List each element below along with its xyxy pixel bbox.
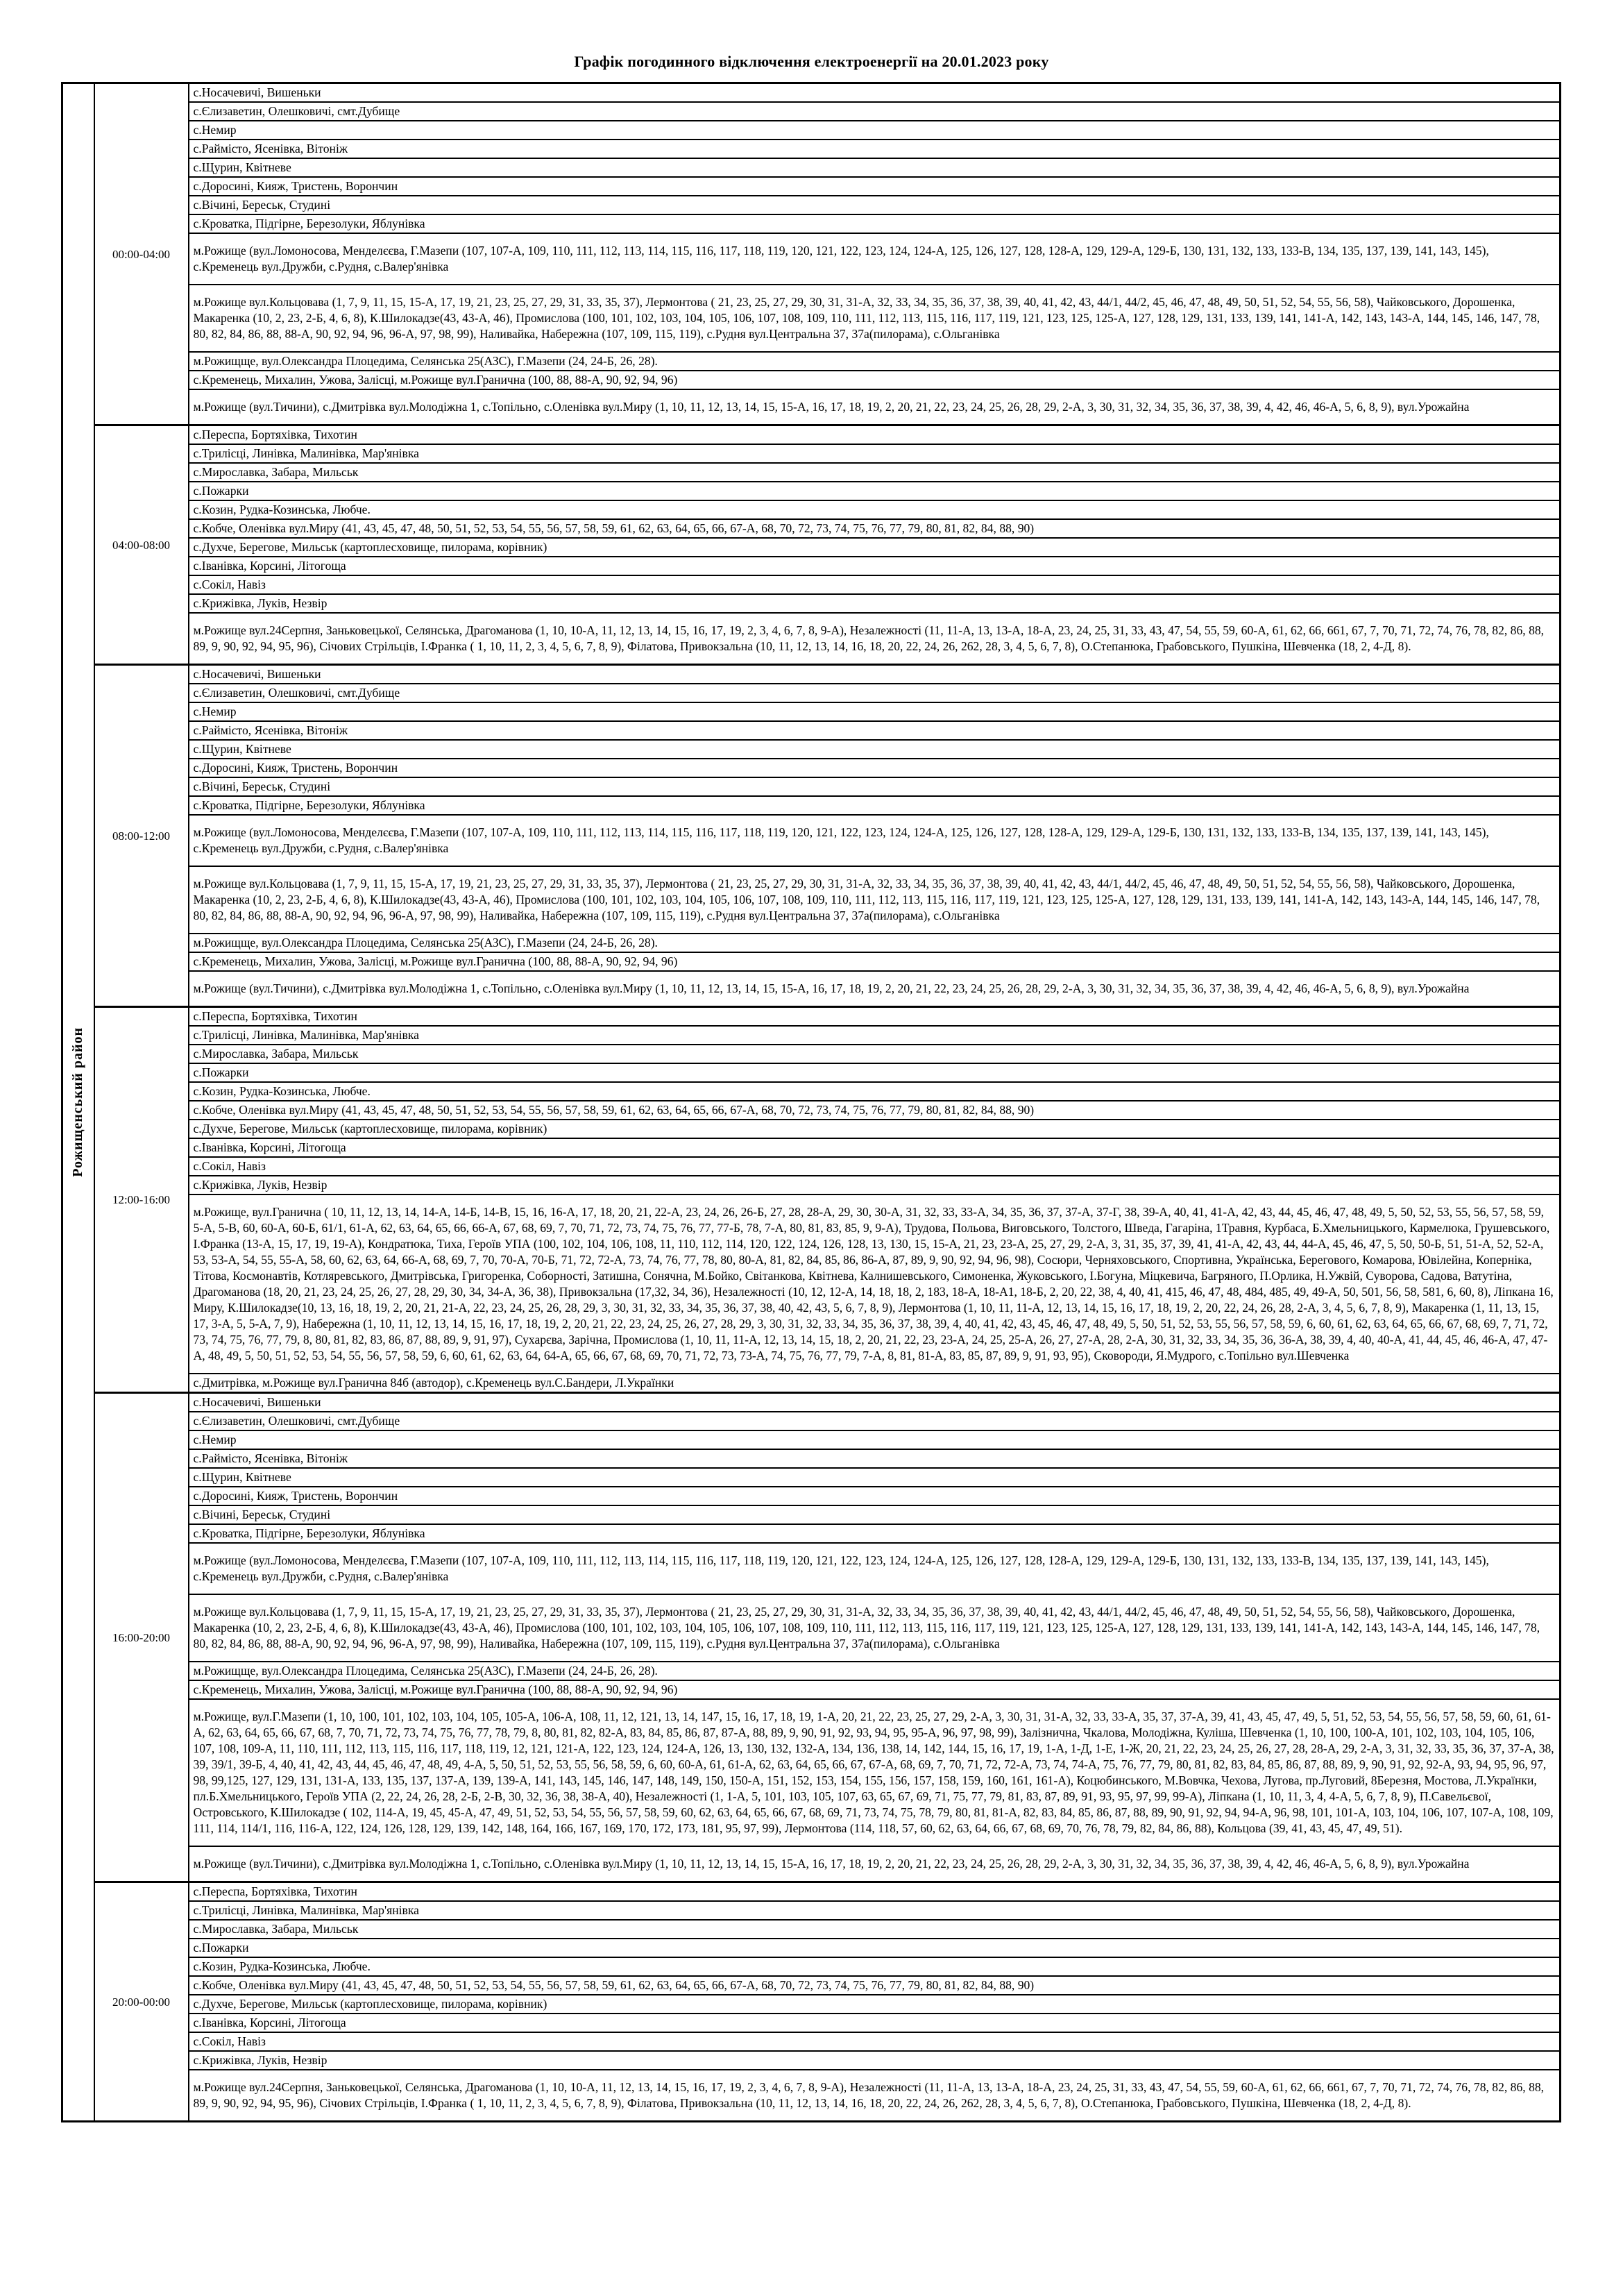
table-row <box>62 613 1561 665</box>
table-row <box>62 519 1561 538</box>
outage-areas-cell: с.Кроватка, Підгірне, Березолуки, Яблунівка <box>189 796 1561 815</box>
table-row <box>62 1176 1561 1195</box>
district-cell <box>62 83 94 2122</box>
outage-areas-cell: с.Вічині, Береськ, Студині <box>189 777 1561 796</box>
table-row <box>62 1468 1561 1487</box>
outage-areas-cell: с.Кременець, Михалин, Ужова, Залісці, м.Рожище вул.Гранична (100, 88, 88-А, 90, 92, 94, 96) <box>189 371 1561 389</box>
outage-areas-cell: с.Крижівка, Луків, Незвір <box>189 2051 1561 2070</box>
outage-areas-cell: с.Трилісці, Линівка, Малинівка, Мар'янівка <box>189 1901 1561 1920</box>
outage-areas-cell: с.Козин, Рудка-Козинська, Любче. <box>189 500 1561 519</box>
table-row <box>62 1594 1561 1662</box>
table-row <box>62 1920 1561 1939</box>
outage-areas-cell: с.Духче, Берегове, Мильськ (картоплесховище, пилорама, корівник) <box>189 1995 1561 2014</box>
table-row <box>62 1430 1561 1449</box>
table-row <box>62 702 1561 721</box>
table-row <box>62 482 1561 500</box>
table-row <box>62 557 1561 575</box>
outage-areas-cell: м.Рожище вул.Кольцовава (1, 7, 9, 11, 15, 15-А, 17, 19, 21, 23, 25, 27, 29, 31, 33, 35, 37), Лермонтова ( 21, 23, 25, 27, 29, 30, 31, 31-А, 32, 33, 34, 35, 36, 37, 38, 39, 40, 41, 42, 43, 44/1, 44/2, 45, 46, 47, 48, 49, 50, 51, 52, 54, 55, 56, 58), Чайковського, Дорошенка, Макаренка (10, 2, 23, 2-Б, 4, 6, 8), К.Шилокадзе(43, 43-А, 46), Промислова (100, 101, 102, 103, 104, 105, 106, 107, 108, 109, 110, 111, 112, 113, 115, 116, 117, 119, 121, 123, 125, 125-А, 127, 128, 129, 131, 133, 139, 141, 141-А, 142, 143, 143-А, 144, 145, 146, 147, 78, 80, 82, 84, 86, 88, 88-А, 90, 92, 94, 96, 96-А, 97, 98, 99), Наливайка, Набережна (107, 109, 115, 119), с.Рудня вул.Центральна 37, 37а(пилорама), с.Ольганівка <box>189 866 1561 934</box>
outage-areas-cell: с.Сокіл, Навіз <box>189 575 1561 594</box>
table-row <box>62 1995 1561 2014</box>
table-row <box>62 444 1561 463</box>
table-row <box>62 575 1561 594</box>
time-slot-label: 04:00-08:00 <box>94 425 189 665</box>
district-label: Рожищенський район <box>70 1027 86 1177</box>
table-row <box>62 83 1561 103</box>
table-row <box>62 1901 1561 1920</box>
outage-areas-cell: с.Щурин, Квітневе <box>189 1468 1561 1487</box>
outage-areas-cell: с.Носачевичі, Вишеньки <box>189 665 1561 684</box>
outage-areas-cell: м.Рожище (вул.Ломоносова, Менделєєва, Г.Мазепи (107, 107-А, 109, 110, 111, 112, 113, 114, 115, 116, 117, 118, 119, 120, 121, 122, 123, 124, 124-А, 125, 126, 127, 128, 128-А, 129, 129-А, 129-Б, 130, 131, 132, 133, 133-В, 134, 135, 137, 139, 141, 143, 145), с.Кременець вул.Дружби, с.Рудня, с.Валер'янівка <box>189 815 1561 866</box>
outage-areas-cell: с.Духче, Берегове, Мильськ (картоплесховище, пилорама, корівник) <box>189 538 1561 557</box>
outage-areas-cell: с.Доросині, Кияж, Тристень, Ворончин <box>189 1487 1561 1505</box>
outage-areas-cell: с.Доросині, Кияж, Тристень, Ворончин <box>189 759 1561 777</box>
table-row <box>62 177 1561 196</box>
outage-areas-cell: с.Носачевичі, Вишеньки <box>189 1393 1561 1412</box>
outage-areas-cell: с.Мирославка, Забара, Мильськ <box>189 463 1561 482</box>
table-row <box>62 1543 1561 1594</box>
time-slot-label: 20:00-00:00 <box>94 1882 189 2122</box>
outage-areas-cell: с.Переспа, Бортяхівка, Тихотин <box>189 425 1561 445</box>
table-row <box>62 1026 1561 1045</box>
outage-areas-cell: с.Пожарки <box>189 482 1561 500</box>
outage-areas-cell: с.Кременець, Михалин, Ужова, Залісці, м.Рожище вул.Гранична (100, 88, 88-А, 90, 92, 94, 96) <box>189 952 1561 971</box>
outage-areas-cell: м.Рожище вул.24Серпня, Заньковецької, Селянська, Драгоманова (1, 10, 10-А, 11, 12, 13, 14, 15, 16, 17, 19, 2, 3, 4, 6, 7, 8, 9-А), Незалежності (11, 11-А, 13, 13-А, 18-А, 23, 24, 25, 31, 33, 43, 47, 54, 55, 59, 60-А, 61, 62, 66, 661, 67, 7, 70, 71, 72, 74, 76, 78, 82, 86, 88, 89, 9, 90, 92, 94, 95, 96), Січових Стрільців, І.Франка ( 1, 10, 11, 2, 3, 4, 5, 6, 7, 8, 9), Філатова, Привокзальна (10, 11, 12, 13, 14, 16, 18, 20, 22, 24, 26, 262, 28, 3, 4, 5, 6, 7, 8), О.Степанюка, Грабовського, Пушкіна, Шевченка (18, 2, 4-Д, 8). <box>189 613 1561 665</box>
table-row <box>62 500 1561 519</box>
table-row <box>62 866 1561 934</box>
table-row <box>62 1976 1561 1995</box>
table-row <box>62 1157 1561 1176</box>
table-row <box>62 1120 1561 1138</box>
outage-areas-cell: с.Єлизаветин, Олешковичі, смт.Дубище <box>189 1412 1561 1430</box>
outage-areas-cell: м.Рожище (вул.Тичини), с.Дмитрівка вул.Молодіжна 1, с.Топільно, с.Оленівка вул.Миру (1, 10, 11, 12, 13, 14, 15, 15-А, 16, 17, 18, 19, 2, 20, 21, 22, 23, 24, 25, 26, 28, 29, 2-А, 3, 30, 31, 32, 34, 35, 36, 37, 38, 39, 4, 42, 46, 46-А, 5, 6, 8, 9), вул.Урожайна <box>189 971 1561 1007</box>
time-slot-label: 00:00-04:00 <box>94 83 189 425</box>
outage-areas-cell: с.Пожарки <box>189 1063 1561 1082</box>
table-row <box>62 196 1561 214</box>
outage-areas-cell: с.Духче, Берегове, Мильськ (картоплесховище, пилорама, корівник) <box>189 1120 1561 1138</box>
table-row <box>62 1680 1561 1699</box>
table-row <box>62 1082 1561 1101</box>
page-title: Графік погодинного відключення електроенергії на 20.01.2023 року <box>574 53 1049 70</box>
schedule-table-body <box>62 83 1561 2122</box>
outage-areas-cell: м.Рожище (вул.Ломоносова, Менделєєва, Г.Мазепи (107, 107-А, 109, 110, 111, 112, 113, 114, 115, 116, 117, 118, 119, 120, 121, 122, 123, 124, 124-А, 125, 126, 127, 128, 128-А, 129, 129-А, 129-Б, 130, 131, 132, 133, 133-В, 134, 135, 137, 139, 141, 143, 145), с.Кременець вул.Дружби, с.Рудня, с.Валер'янівка <box>189 233 1561 285</box>
table-row <box>62 665 1561 684</box>
outage-areas-cell: м.Рожище (вул.Тичини), с.Дмитрівка вул.Молодіжна 1, с.Топільно, с.Оленівка вул.Миру (1, 10, 11, 12, 13, 14, 15, 15-А, 16, 17, 18, 19, 2, 20, 21, 22, 23, 24, 25, 26, 28, 29, 2-А, 3, 30, 31, 32, 34, 35, 36, 37, 38, 39, 4, 42, 46, 46-А, 5, 6, 8, 9), вул.Урожайна <box>189 389 1561 425</box>
outage-areas-cell: с.Козин, Рудка-Козинська, Любче. <box>189 1957 1561 1976</box>
table-row <box>62 2032 1561 2051</box>
table-row <box>62 1045 1561 1063</box>
table-row <box>62 1195 1561 1374</box>
table-row <box>62 389 1561 425</box>
table-row <box>62 1505 1561 1524</box>
table-row <box>62 1846 1561 1882</box>
table-row <box>62 1957 1561 1976</box>
outage-areas-cell: с.Кременець, Михалин, Ужова, Залісці, м.Рожище вул.Гранична (100, 88, 88-А, 90, 92, 94, 96) <box>189 1680 1561 1699</box>
outage-areas-cell: с.Іванівка, Корсині, Літогоща <box>189 1138 1561 1157</box>
outage-areas-cell: с.Щурин, Квітневе <box>189 740 1561 759</box>
table-row <box>62 214 1561 233</box>
outage-areas-cell: м.Рожищще, вул.Олександра Плоцедима, Селянська 25(АЗС), Г.Мазепи (24, 24-Б, 26, 28). <box>189 352 1561 371</box>
table-row <box>62 1449 1561 1468</box>
table-row <box>62 796 1561 815</box>
table-row <box>62 721 1561 740</box>
outage-areas-cell: м.Рожище (вул.Ломоносова, Менделєєва, Г.Мазепи (107, 107-А, 109, 110, 111, 112, 113, 114, 115, 116, 117, 118, 119, 120, 121, 122, 123, 124, 124-А, 125, 126, 127, 128, 128-А, 129, 129-А, 129-Б, 130, 131, 132, 133, 133-В, 134, 135, 137, 139, 141, 143, 145), с.Кременець вул.Дружби, с.Рудня, с.Валер'янівка <box>189 1543 1561 1594</box>
table-row <box>62 1412 1561 1430</box>
outage-areas-cell: с.Мирославка, Забара, Мильськ <box>189 1045 1561 1063</box>
outage-areas-cell: с.Носачевичі, Вишеньки <box>189 83 1561 103</box>
outage-areas-cell: с.Єлизаветин, Олешковичі, смт.Дубище <box>189 684 1561 702</box>
table-row <box>62 2051 1561 2070</box>
outage-areas-cell: с.Іванівка, Корсині, Літогоща <box>189 2014 1561 2032</box>
outage-areas-cell: м.Рожищще, вул.Олександра Плоцедима, Селянська 25(АЗС), Г.Мазепи (24, 24-Б, 26, 28). <box>189 1662 1561 1680</box>
outage-areas-cell: м.Рожище вул.Кольцовава (1, 7, 9, 11, 15, 15-А, 17, 19, 21, 23, 25, 27, 29, 31, 33, 35, 37), Лермонтова ( 21, 23, 25, 27, 29, 30, 31, 31-А, 32, 33, 34, 35, 36, 37, 38, 39, 40, 41, 42, 43, 44/1, 44/2, 45, 46, 47, 48, 49, 50, 51, 52, 54, 55, 56, 58), Чайковського, Дорошенка, Макаренка (10, 2, 23, 2-Б, 4, 6, 8), К.Шилокадзе(43, 43-А, 46), Промислова (100, 101, 102, 103, 104, 105, 106, 107, 108, 109, 110, 111, 112, 113, 115, 116, 117, 119, 121, 123, 125, 125-А, 127, 128, 129, 131, 133, 139, 141, 141-А, 142, 143, 143-А, 144, 145, 146, 147, 78, 80, 82, 84, 86, 88, 88-А, 90, 92, 94, 96, 96-А, 97, 98, 99), Наливайка, Набережна (107, 109, 115, 119), с.Рудня вул.Центральна 37, 37а(пилорама), с.Ольганівка <box>189 1594 1561 1662</box>
table-row <box>62 158 1561 177</box>
table-row <box>62 140 1561 158</box>
outage-areas-cell: с.Пожарки <box>189 1939 1561 1957</box>
table-row <box>62 371 1561 389</box>
outage-areas-cell: с.Вічині, Береськ, Студині <box>189 196 1561 214</box>
table-row <box>62 759 1561 777</box>
table-row <box>62 285 1561 352</box>
outage-areas-cell: с.Сокіл, Навіз <box>189 1157 1561 1176</box>
time-slot-label: 08:00-12:00 <box>94 665 189 1007</box>
outage-areas-cell: с.Щурин, Квітневе <box>189 158 1561 177</box>
outage-areas-cell: с.Кроватка, Підгірне, Березолуки, Яблунівка <box>189 1524 1561 1543</box>
outage-areas-cell: с.Доросині, Кияж, Тристень, Ворончин <box>189 177 1561 196</box>
outage-areas-cell: с.Трилісці, Линівка, Малинівка, Мар'янівка <box>189 1026 1561 1045</box>
outage-areas-cell: с.Єлизаветин, Олешковичі, смт.Дубище <box>189 102 1561 121</box>
time-slot-label: 12:00-16:00 <box>94 1007 189 1393</box>
table-row <box>62 1882 1561 1902</box>
table-row <box>62 1662 1561 1680</box>
outage-areas-cell: с.Іванівка, Корсині, Літогоща <box>189 557 1561 575</box>
outage-areas-cell: м.Рожище (вул.Тичини), с.Дмитрівка вул.Молодіжна 1, с.Топільно, с.Оленівка вул.Миру (1, 10, 11, 12, 13, 14, 15, 15-А, 16, 17, 18, 19, 2, 20, 21, 22, 23, 24, 25, 26, 28, 29, 2-А, 3, 30, 31, 32, 34, 35, 36, 37, 38, 39, 4, 42, 46, 46-А, 5, 6, 8, 9), вул.Урожайна <box>189 1846 1561 1882</box>
table-row <box>62 952 1561 971</box>
table-row <box>62 1138 1561 1157</box>
table-row <box>62 740 1561 759</box>
table-row <box>62 684 1561 702</box>
outage-areas-cell: с.Сокіл, Навіз <box>189 2032 1561 2051</box>
outage-areas-cell: с.Кобче, Оленівка вул.Миру (41, 43, 45, 47, 48, 50, 51, 52, 53, 54, 55, 56, 57, 58, 59, 61, 62, 63, 64, 65, 66, 67-А, 68, 70, 72, 73, 74, 75, 76, 77, 79, 80, 81, 82, 84, 88, 90) <box>189 519 1561 538</box>
table-row <box>62 1007 1561 1027</box>
outage-areas-cell: с.Трилісці, Линівка, Малинівка, Мар'янівка <box>189 444 1561 463</box>
outage-areas-cell: м.Рожище вул.24Серпня, Заньковецької, Селянська, Драгоманова (1, 10, 10-А, 11, 12, 13, 14, 15, 16, 17, 19, 2, 3, 4, 6, 7, 8, 9-А), Незалежності (11, 11-А, 13, 13-А, 18-А, 23, 24, 25, 31, 33, 43, 47, 54, 55, 59, 60-А, 61, 62, 66, 661, 67, 7, 70, 71, 72, 74, 76, 78, 82, 86, 88, 89, 9, 90, 92, 94, 95, 96), Січових Стрільців, І.Франка ( 1, 10, 11, 2, 3, 4, 5, 6, 7, 8, 9), Філатова, Привокзальна (10, 11, 12, 13, 14, 16, 18, 20, 22, 24, 26, 262, 28, 3, 4, 5, 6, 7, 8), О.Степанюка, Грабовського, Пушкіна, Шевченка (18, 2, 4-Д, 8). <box>189 2070 1561 2122</box>
outage-areas-cell: м.Рожище, вул.Гранична ( 10, 11, 12, 13, 14, 14-А, 14-Б, 14-В, 15, 16, 16-А, 17, 18, 20, 21, 22-А, 23, 24, 26, 26-Б, 27, 28, 28-А, 29, 30, 30-А, 31, 32, 33, 33-А, 34, 35, 36, 37, 37-А, 37-Г, 38, 39-А, 40, 41, 41-А, 42, 43, 44, 45, 46, 47, 48, 49, 5, 50, 52, 53, 55, 56, 57, 58, 59, 5-А, 5-В, 60, 60-А, 60-Б, 61/1, 61-А, 62, 63, 64, 65, 66, 66-А, 67, 68, 69, 7, 70, 71, 72, 73, 74, 75, 76, 77, 77-Б, 78, 7-А, 80, 81, 83, 85, 9, 9-А), Трудова, Польова, Виговського, Толстого, Шведа, Гагаріна, 1Травня, Курбаса, Б.Хмельницького, Кармелюка, Грушевського, І.Франка (13-А, 15, 17, 19, 19-А), Кондратюка, Тиха, Героїв УПА (100, 102, 104, 106, 108, 11, 110, 112, 114, 120, 122, 124, 126, 128, 13, 130, 15, 15-А, 21, 23, 23-А, 25, 27, 29, 2-А, 3, 31, 35, 37, 39, 41, 41-А, 42, 43, 44, 44-А, 45, 46, 47, 5, 50, 50-Б, 51, 51-А, 52, 52-А, 53, 53-А, 54, 55, 55-А, 58, 60, 62, 63, 64, 66-А, 68, 69, 7, 70, 70-А, 70-Б, 71, 72, 72-А, 73, 74, 76, 77, 78, 80, 80-А, 81, 82, 84, 85, 86, 86-А, 87, 89, 9, 90, 92, 94, 96, 98), Сосюри, Черняховського, Спортивна, Українська, Берегового, Комарова, Ювілейна, Коперніка, Тітова, Космонавтів, Котляревського, Дмитрівська, Григоренка, Соборності, Затишна, Сонячна, М.Бойко, Світанкова, Квітнева, Калнишевського, Симоненка, Жуковського, І.Богуна, Міцкевича, Багряного, П.Орлика, Н.Ужвій, Суворова, Садова, Ватутіна, Драгоманова (18, 20, 21, 23, 24, 25, 26, 27, 28, 29, 30, 34, 34-А, 36, 38), Привокзальна (17,32, 34, 36), Незалежності (10, 12, 12-А, 14, 18, 18, 2, 183, 18-А, 18-А1, 18-Б, 2, 20, 22, 38, 4, 40, 41, 415, 46, 47, 48, 484, 485, 49, 49-А, 50, 501, 56, 58, 581, 6, 60, 8), Ліпкана 16, Миру, К.Шилокадзе(10, 13, 16, 18, 19, 2, 20, 21, 21-А, 22, 23, 24, 25, 26, 28, 29, 3, 30, 31, 32, 33, 34, 35, 36, 37, 38, 40, 42, 43, 5, 6, 7, 8, 9), Лермонтова (1, 10, 11, 11-А, 12, 13, 14, 15, 16, 17, 18, 19, 2, 20, 22, 24, 26, 28, 2-А, 3, 4, 5, 6, 7, 8, 9), Макаренка (1, 11, 13, 15, 17, 3-А, 5, 5-А, 7, 9), Набережна (1, 10, 11, 12, 13, 14, 15, 16, 17, 18, 19, 2, 20, 21, 22, 23, 24, 25, 26, 27, 28, 29, 3, 30, 31, 32, 33, 34, 35, 36, 37, 38, 39, 4, 40, 41, 42, 43, 45, 46, 47, 48, 49, 5, 50, 51, 52, 53, 55, 56, 57, 58, 59, 6, 60, 61, 62, 63, 64, 65, 66, 67, 68, 69, 7, 71, 72, 73, 74, 75, 76, 77, 79, 8, 80, 81, 82, 83, 86, 87, 88, 89, 9, 91, 97), Сухарєва, Зарічна, Промислова (1, 10, 11, 11-А, 12, 13, 14, 15, 18, 2, 20, 21, 22, 23, 23-А, 24, 25, 25-А, 26, 27, 27-А, 28, 2-А, 30, 31, 32, 33, 34, 35, 36, 36-А, 38, 39, 4, 40, 40-А, 41, 44, 45, 46, 46-А, 47, 47-А, 48, 49, 5, 50, 51, 52, 53, 54, 55, 56, 57, 58, 59, 6, 60, 61, 62, 63, 64, 64-А, 65, 66, 67, 68, 69, 70, 71, 72, 73, 73-А, 74, 75, 76, 77, 79, 7-А, 8, 81, 81-А, 83, 85, 87, 89, 9, 91, 93, 95), Сковороди, Я.Мудрого, с.Топільно вул.Шевченка <box>189 1195 1561 1374</box>
table-row <box>62 934 1561 952</box>
outage-areas-cell: с.Кобче, Оленівка вул.Миру (41, 43, 45, 47, 48, 50, 51, 52, 53, 54, 55, 56, 57, 58, 59, 61, 62, 63, 64, 65, 66, 67-А, 68, 70, 72, 73, 74, 75, 76, 77, 79, 80, 81, 82, 84, 88, 90) <box>189 1101 1561 1120</box>
table-row <box>62 1393 1561 1412</box>
outage-areas-cell: с.Раймісто, Ясенівка, Вітоніж <box>189 721 1561 740</box>
table-row <box>62 2014 1561 2032</box>
outage-areas-cell: с.Кобче, Оленівка вул.Миру (41, 43, 45, 47, 48, 50, 51, 52, 53, 54, 55, 56, 57, 58, 59, 61, 62, 63, 64, 65, 66, 67-А, 68, 70, 72, 73, 74, 75, 76, 77, 79, 80, 81, 82, 84, 88, 90) <box>189 1976 1561 1995</box>
outage-areas-cell: с.Немир <box>189 121 1561 140</box>
table-row <box>62 1101 1561 1120</box>
table-row <box>62 463 1561 482</box>
outage-areas-cell: с.Дмитрівка, м.Рожище вул.Гранична 84б (автодор), с.Кременець вул.С.Бандери, Л.Українки <box>189 1374 1561 1393</box>
outage-areas-cell: с.Раймісто, Ясенівка, Вітоніж <box>189 1449 1561 1468</box>
table-row <box>62 1374 1561 1393</box>
outage-areas-cell: м.Рожище вул.Кольцовава (1, 7, 9, 11, 15, 15-А, 17, 19, 21, 23, 25, 27, 29, 31, 33, 35, 37), Лермонтова ( 21, 23, 25, 27, 29, 30, 31, 31-А, 32, 33, 34, 35, 36, 37, 38, 39, 40, 41, 42, 43, 44/1, 44/2, 45, 46, 47, 48, 49, 50, 51, 52, 54, 55, 56, 58), Чайковського, Дорошенка, Макаренка (10, 2, 23, 2-Б, 4, 6, 8), К.Шилокадзе(43, 43-А, 46), Промислова (100, 101, 102, 103, 104, 105, 106, 107, 108, 109, 110, 111, 112, 113, 115, 116, 117, 119, 121, 123, 125, 125-А, 127, 128, 129, 131, 133, 139, 141, 141-А, 142, 143, 143-А, 144, 145, 146, 147, 78, 80, 82, 84, 86, 88, 88-А, 90, 92, 94, 96, 96-А, 97, 98, 99), Наливайка, Набережна (107, 109, 115, 119), с.Рудня вул.Центральна 37, 37а(пилорама), с.Ольганівка <box>189 285 1561 352</box>
table-row <box>62 971 1561 1007</box>
outage-areas-cell: с.Крижівка, Луків, Незвір <box>189 1176 1561 1195</box>
outage-areas-cell: с.Переспа, Бортяхівка, Тихотин <box>189 1882 1561 1902</box>
table-row <box>62 777 1561 796</box>
outage-areas-cell: с.Мирославка, Забара, Мильськ <box>189 1920 1561 1939</box>
table-row <box>62 1487 1561 1505</box>
table-row <box>62 538 1561 557</box>
table-row <box>62 1699 1561 1846</box>
outage-areas-cell: с.Переспа, Бортяхівка, Тихотин <box>189 1007 1561 1027</box>
table-row <box>62 815 1561 866</box>
table-row <box>62 1939 1561 1957</box>
outage-areas-cell: с.Раймісто, Ясенівка, Вітоніж <box>189 140 1561 158</box>
table-row <box>62 1524 1561 1543</box>
outage-areas-cell: с.Немир <box>189 702 1561 721</box>
table-row <box>62 352 1561 371</box>
table-row <box>62 233 1561 285</box>
outage-areas-cell: с.Козин, Рудка-Козинська, Любче. <box>189 1082 1561 1101</box>
table-row <box>62 425 1561 445</box>
outage-areas-cell: с.Крижівка, Луків, Незвір <box>189 594 1561 613</box>
table-row <box>62 121 1561 140</box>
table-row <box>62 594 1561 613</box>
outage-areas-cell: с.Вічині, Береськ, Студині <box>189 1505 1561 1524</box>
schedule-table <box>61 82 1561 2122</box>
outage-areas-cell: м.Рожищще, вул.Олександра Плоцедима, Селянська 25(АЗС), Г.Мазепи (24, 24-Б, 26, 28). <box>189 934 1561 952</box>
outage-areas-cell: с.Немир <box>189 1430 1561 1449</box>
table-row <box>62 1063 1561 1082</box>
table-row <box>62 102 1561 121</box>
table-row <box>62 2070 1561 2122</box>
outage-areas-cell: с.Кроватка, Підгірне, Березолуки, Яблунівка <box>189 214 1561 233</box>
time-slot-label: 16:00-20:00 <box>94 1393 189 1882</box>
outage-areas-cell: м.Рожище, вул.Г.Мазепи (1, 10, 100, 101, 102, 103, 104, 105, 105-А, 106-А, 108, 11, 12, 121, 13, 14, 147, 15, 16, 17, 18, 19, 1-А, 20, 21, 22, 23, 25, 27, 29, 2-А, 3, 30, 31, 31-А, 32, 33, 33-А, 35, 37, 37-А, 39, 41, 43, 45, 47, 49, 5, 51, 52, 53, 54, 55, 56, 57, 58, 59, 60, 61, 61-А, 62, 63, 64, 65, 66, 67, 68, 7, 70, 71, 72, 73, 74, 75, 76, 77, 78, 79, 8, 80, 81, 82, 82-А, 83, 84, 85, 86, 87, 87-А, 88, 89, 9, 90, 91, 92, 93, 94, 95, 95-А, 96, 97, 98, 99), Залізнична, Чкалова, Молодіжна, Куліша, Шевченка (1, 10, 100, 100-А, 101, 102, 103, 104, 105, 106, 107, 108, 109-А, 11, 110, 111, 112, 113, 115, 116, 117, 118, 119, 12, 121, 121-А, 122, 123, 124, 124-А, 126, 13, 130, 132, 132-А, 134, 136, 138, 14, 142, 144, 15, 16, 17, 19, 1-А, 1-Д, 1-Е, 1-Ж, 20, 21, 22, 23, 24, 25, 26, 27, 28, 28-А, 29, 2-А, 3, 31, 32, 33, 35, 36, 37, 37-А, 38, 39, 39/1, 39-Б, 4, 40, 41, 42, 43, 44, 45, 46, 47, 48, 49, 4-А, 5, 50, 51, 52, 53, 55, 56, 58, 59, 6, 60, 60-А, 61, 61-А, 62, 63, 64, 65, 66, 67, 67-А, 68, 69, 7, 70, 71, 72, 72-А, 73, 74, 74-А, 75, 76, 77, 79, 80, 81, 82, 83, 84, 85, 86, 87, 88, 89, 9, 90, 91, 92, 92-А, 93, 94, 95, 96, 97, 98, 99,125, 127, 129, 131, 131-А, 133, 135, 137, 137-А, 139, 139-А, 141, 143, 145, 146, 147, 148, 149, 150, 150-А, 151, 152, 153, 154, 155, 156, 157, 158, 159, 160, 161, 161-А), Коцюбинського, М.Вовчка, Чехова, Лугова, пр.Луговий, 8Березня, Мостова, Л.Українки, пл.Б.Хмельницького, Героїв УПА (2, 22, 24, 26, 28, 2-Б, 2-В, 30, 32, 36, 38, 38-А, 40), Незалежності (1, 1-А, 5, 101, 103, 105, 107, 63, 65, 67, 69, 71, 75, 77, 79, 81, 83, 87, 89, 91, 93, 95, 97, 99, 99-А), Ліпкана (1, 10, 11, 3, 4, 4-А, 5, 6, 7, 8, 9), П.Савельєвої, Островського, К.Шилокадзе ( 102, 114-А, 19, 45, 45-А, 47, 49, 51, 52, 53, 54, 55, 56, 57, 58, 59, 60, 62, 63, 64, 65, 66, 67, 68, 69, 71, 73, 74, 75, 78, 79, 80, 81, 81-А, 82, 83, 84, 85, 86, 87, 88, 89, 90, 91, 92, 94, 94-А, 96, 98, 101, 101-А, 103, 104, 106, 107, 107-А, 108, 109, 111, 114, 114/1, 116, 116-А, 122, 124, 126, 128, 129, 139, 142, 148, 164, 166, 167, 169, 170, 172, 173, 181, 95, 97, 99), Лермонтова (114, 118, 57, 60, 62, 63, 64, 66, 67, 68, 69, 70, 76, 78, 79, 82, 84, 86, 88), Кольцова (39, 41, 43, 45, 47, 49, 51). <box>189 1699 1561 1846</box>
